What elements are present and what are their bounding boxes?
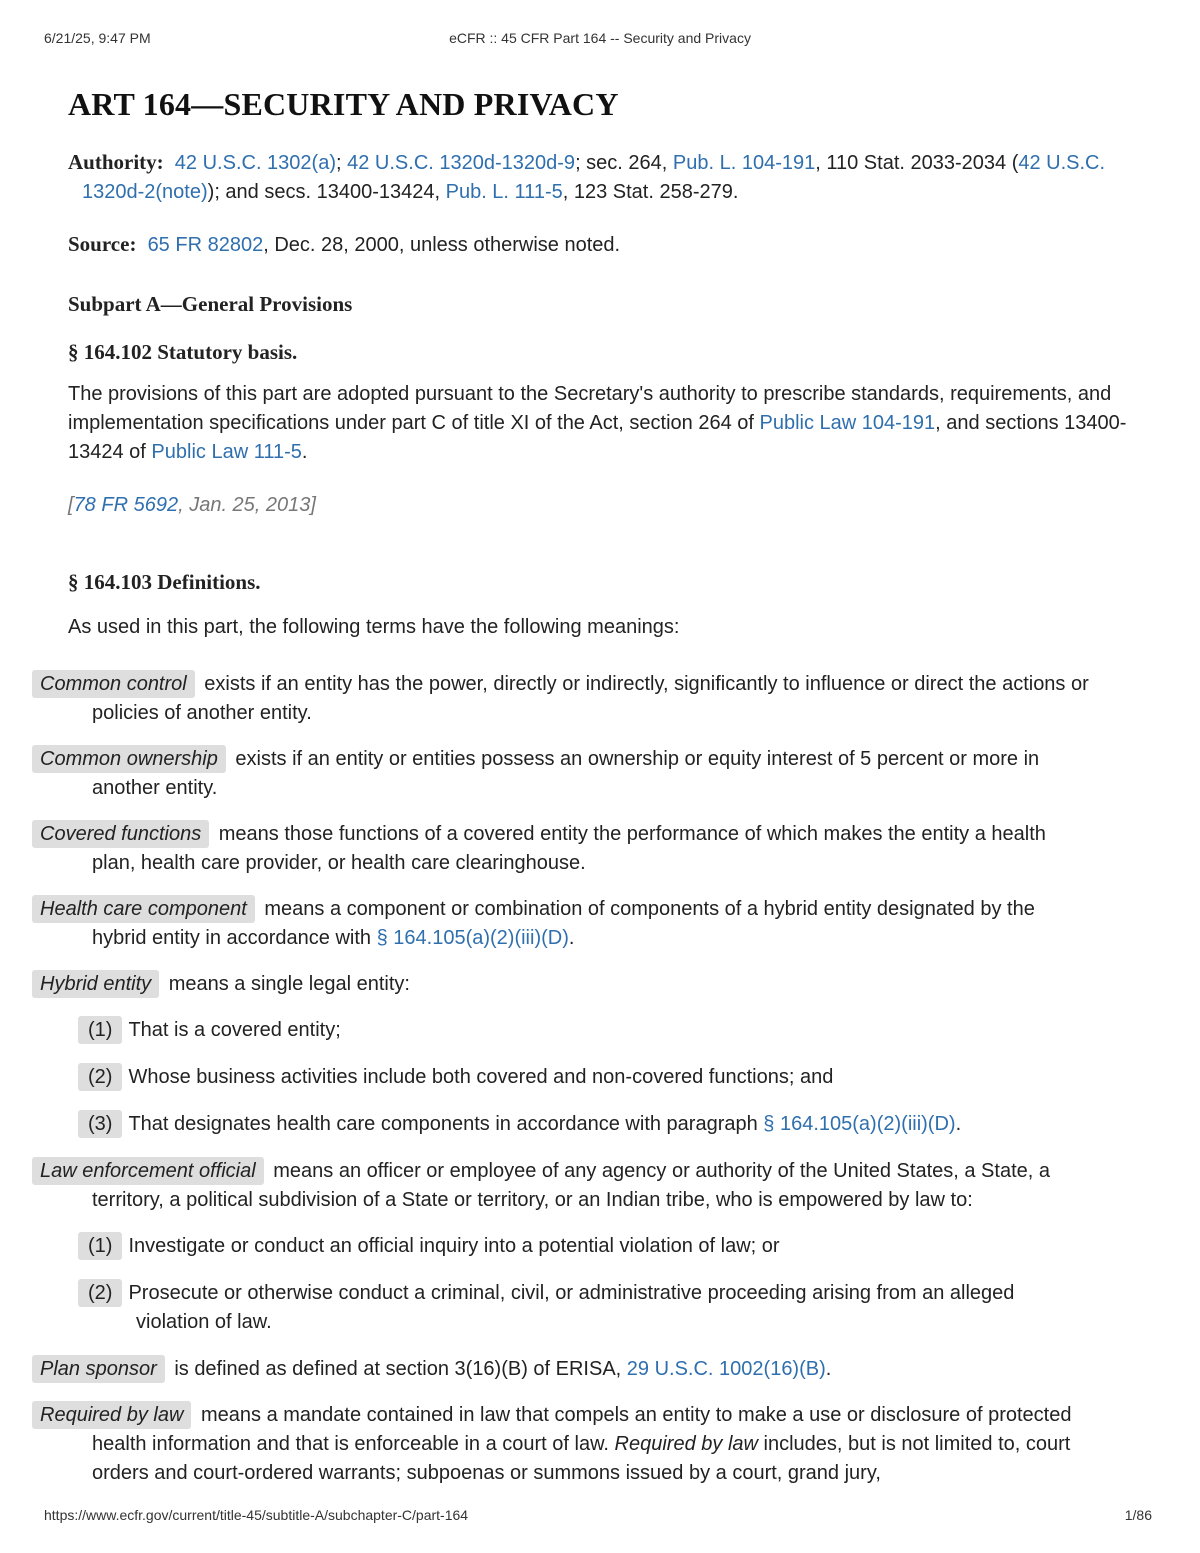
- section-102-text: The provisions of this part are adopted pursuant to the Secretary's authority to prescribe standards, requirements, and implementation specifications under part C of title XI of the Act, section 264 of: [68, 383, 1112, 434]
- definition-common-ownership: [32, 745, 1092, 803]
- section-102-heading: § 164.102 Statutory basis.: [68, 340, 298, 364]
- section-103-heading: § 164.103 Definitions.: [68, 570, 261, 594]
- definitions-list: [32, 670, 1092, 1505]
- authority-text: ); and secs. 13400-13424,: [207, 181, 446, 203]
- item-text: That designates health care components in accordance with paragraph: [128, 1113, 764, 1135]
- hybrid-entity-item-2: [32, 1063, 1092, 1092]
- section-103-intro: As used in this part, the following terms have the following meanings:: [68, 616, 680, 638]
- section-102-text: .: [301, 441, 308, 463]
- definition-term: Law enforcement official: [32, 1157, 264, 1185]
- citation-text: , Jan. 25, 2013]: [178, 494, 316, 516]
- definition-term: Covered functions: [32, 820, 209, 848]
- definition-health-care-component: [32, 895, 1092, 953]
- authority-paragraph: [68, 148, 1142, 207]
- section-164-105-link[interactable]: § 164.105(a)(2)(iii)(D): [376, 927, 569, 949]
- definition-text: includes, but is not limited to, court orders and court-ordered warrants; subpoenas or summons issued by a court, grand jury,: [92, 1433, 1071, 1484]
- source-paragraph: [68, 230, 620, 260]
- definition-text: is defined as defined at section 3(16)(B) of ERISA,: [174, 1358, 627, 1380]
- print-page-number: 1/86: [1124, 1507, 1152, 1523]
- definition-emphasis: Required by law: [614, 1433, 758, 1455]
- authority-link-usc-1320d-2[interactable]: 42 U.S.C. 1320d-2(note): [82, 152, 1106, 203]
- definition-term: Hybrid entity: [32, 970, 159, 998]
- part-title: ART 164—SECURITY AND PRIVACY: [68, 86, 619, 122]
- item-number: (2): [78, 1063, 122, 1091]
- authority-label: Authority:: [68, 150, 164, 174]
- section-102-paragraph: [68, 380, 1133, 467]
- definition-term: Common ownership: [32, 745, 226, 773]
- item-number: (1): [78, 1232, 122, 1260]
- definition-covered-functions: [32, 820, 1092, 878]
- public-law-104-191-link[interactable]: Public Law 104-191: [759, 412, 936, 434]
- item-number: (3): [78, 1110, 122, 1138]
- authority-text: , 123 Stat. 258-279.: [562, 181, 739, 203]
- definition-law-enforcement-official: [32, 1157, 1092, 1215]
- section-102-citation: [68, 494, 316, 517]
- item-text: That is a covered entity;: [128, 1019, 341, 1041]
- item-text: Investigate or conduct an official inquiry into a potential violation of law; or: [128, 1235, 780, 1257]
- item-text: Prosecute or otherwise conduct a criminal, civil, or administrative proceeding arising from an alleged violation of law.: [128, 1282, 1015, 1333]
- authority-link-pub-l-111-5[interactable]: Pub. L. 111-5: [445, 181, 563, 203]
- citation-link[interactable]: 78 FR 5692: [73, 494, 179, 516]
- definition-text: means a mandate contained in law that compels an entity to make a use or disclosure of protected health information and that is enforceable in a court of law.: [92, 1404, 1072, 1455]
- law-enforcement-item-2: [32, 1279, 1092, 1337]
- definition-required-by-law: [32, 1401, 1092, 1488]
- definition-common-control: [32, 670, 1092, 728]
- definition-term: Required by law: [32, 1401, 191, 1429]
- item-text: Whose business activities include both covered and non-covered functions; and: [128, 1066, 834, 1088]
- definition-text: means an officer or employee of any agency or authority of the United States, a State, a territory, a political subdivision of a State or territory, or an Indian tribe, who is empowered by law to:: [92, 1160, 1050, 1211]
- definition-term: Plan sponsor: [32, 1355, 165, 1383]
- item-number: (2): [78, 1279, 122, 1307]
- public-law-111-5-link[interactable]: Public Law 111-5: [151, 441, 302, 463]
- subpart-heading: Subpart A—General Provisions: [68, 292, 353, 316]
- section-164-105-link[interactable]: § 164.105(a)(2)(iii)(D): [763, 1113, 956, 1135]
- item-number: (1): [78, 1016, 122, 1044]
- citation-bracket: [: [68, 494, 74, 516]
- item-text: .: [955, 1113, 962, 1135]
- print-page-title: eCFR :: 45 CFR Part 164 -- Security and Privacy: [449, 30, 751, 46]
- authority-text: ; sec. 264,: [575, 152, 673, 174]
- law-enforcement-item-1: [32, 1232, 1092, 1261]
- authority-text: , 110 Stat. 2033-2034 (: [815, 152, 1019, 174]
- authority-text: ;: [336, 152, 348, 174]
- definition-text: .: [568, 927, 575, 949]
- definition-text: .: [825, 1358, 832, 1380]
- definition-hybrid-entity: [32, 970, 1092, 999]
- definition-text: exists if an entity has the power, directly or indirectly, significantly to influence or direct the actions or policies of another entity.: [92, 673, 1089, 724]
- print-date: 6/21/25, 9:47 PM: [44, 30, 151, 46]
- definition-text: exists if an entity or entities possess an ownership or equity interest of 5 percent or more in another entity.: [92, 748, 1040, 799]
- hybrid-entity-item-3: [32, 1110, 1092, 1139]
- definition-term: Health care component: [32, 895, 255, 923]
- definition-plan-sponsor: [32, 1355, 1092, 1384]
- usc-1002-link[interactable]: 29 U.S.C. 1002(16)(B): [626, 1358, 826, 1380]
- authority-link-usc-1320d[interactable]: 42 U.S.C. 1320d-1320d-9: [347, 152, 576, 174]
- definition-text: means those functions of a covered entity the performance of which makes the entity a health plan, health care provider, or health care clearinghouse.: [92, 823, 1046, 874]
- definition-text: means a component or combination of components of a hybrid entity designated by the hybrid entity in accordance with: [92, 898, 1035, 949]
- source-link[interactable]: 65 FR 82802: [147, 234, 264, 256]
- source-text: , Dec. 28, 2000, unless otherwise noted.: [263, 234, 621, 256]
- source-label: Source:: [68, 232, 137, 256]
- definition-term: Common control: [32, 670, 195, 698]
- hybrid-entity-item-1: [32, 1016, 1092, 1045]
- authority-link-usc-1302[interactable]: 42 U.S.C. 1302(a): [174, 152, 336, 174]
- definition-text: means a single legal entity:: [168, 973, 410, 995]
- print-url: https://www.ecfr.gov/current/title-45/subtitle-A/subchapter-C/part-164: [44, 1507, 469, 1523]
- section-102-text: , and sections 13400-13424 of: [68, 412, 1127, 463]
- authority-link-pub-l-104-191[interactable]: Pub. L. 104-191: [672, 152, 816, 174]
